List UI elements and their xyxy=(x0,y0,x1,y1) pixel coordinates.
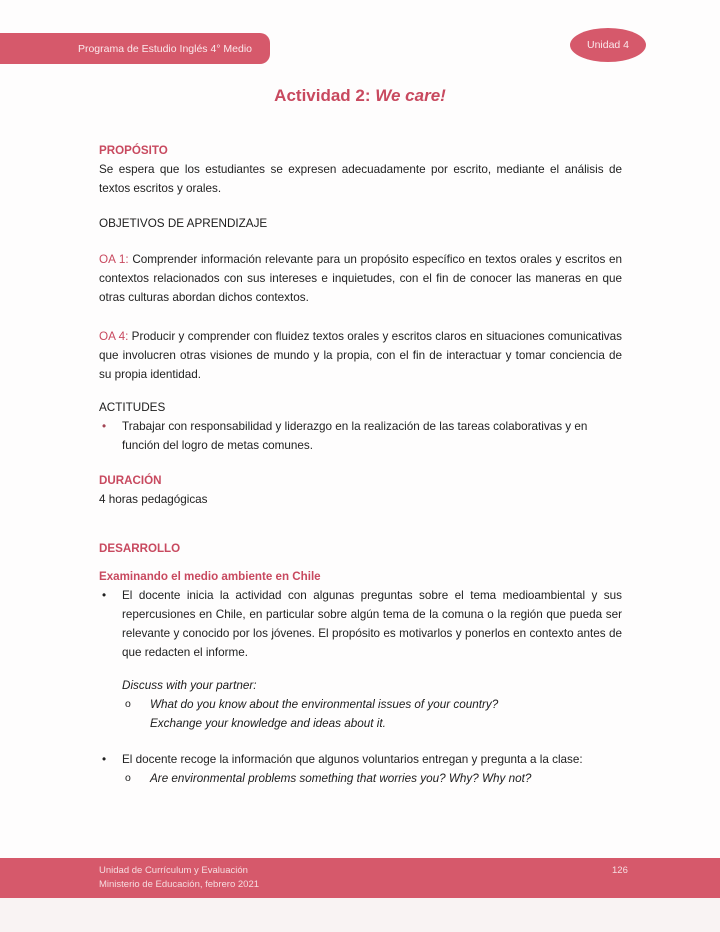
heading-desarrollo: DESARROLLO xyxy=(99,542,181,555)
oa4-label: OA 4: xyxy=(99,330,129,343)
proposito-text: Se espera que los estudiantes se expresen adecuadamente por escrito, mediante el análisis de textos escritos y orales. xyxy=(99,163,622,195)
page-title xyxy=(0,86,720,106)
program-badge: Programa de Estudio Inglés 4° Medio xyxy=(0,33,270,64)
oa4-text: Producir y comprender con fluidez textos orales y escritos claros en situaciones comunicativas que involucren otras visiones de mundo y la propia, con el fin de interactuar y tomar conciencia de su propia identidad. xyxy=(99,330,622,381)
document-body xyxy=(99,141,622,788)
heading-duracion: DURACIÓN xyxy=(99,474,162,487)
heading-actitudes: ACTITUDES xyxy=(99,401,166,414)
discuss-intro: Discuss with your partner: xyxy=(122,679,257,692)
actitudes-item: • Trabajar con responsabilidad y liderazgo en la realización de las tareas colaborativas y en función del logro de metas comunes. xyxy=(99,417,622,455)
footer-credits xyxy=(99,864,259,891)
footer-bar xyxy=(0,858,720,898)
footer-line-1: Unidad de Currículum y Evaluación xyxy=(99,865,248,876)
unit-badge: Unidad 4 xyxy=(570,28,646,62)
heading-proposito: PROPÓSITO xyxy=(99,144,168,157)
desarrollo-bullet-2-question: o Are environmental problems something that worries you? Why? Why not? xyxy=(122,769,622,788)
duracion-text: 4 horas pedagógicas xyxy=(99,493,208,506)
title-italic: We care! xyxy=(375,86,446,105)
discuss-question-1 xyxy=(122,695,622,733)
oa4-paragraph xyxy=(99,327,622,384)
desarrollo-bullet-2: • El docente recoge la información que algunos voluntarios entregan y pregunta a la clase: xyxy=(99,750,622,769)
page-bottom-margin xyxy=(0,898,720,932)
discuss-question-1-line-2: Exchange your knowledge and ideas about it. xyxy=(150,717,386,730)
subheading-examinando: Examinando el medio ambiente en Chile xyxy=(99,570,321,583)
oa1-text: Comprender información relevante para un propósito específico en textos orales y escritos en contextos relacionados con sus intereses e inquietudes, con el fin de conocer las maneras en que otras culturas abordan dichos contextos. xyxy=(99,253,622,304)
heading-objetivos: OBJETIVOS DE APRENDIZAJE xyxy=(99,217,268,230)
desarrollo-bullet-1: • El docente inicia la actividad con algunas preguntas sobre el tema medioambiental y sus repercusiones en Chile, en particular sobre algún tema de la comuna o la región que pueda ser relevante y conocido por los jóvenes. El propósito es motivarlos y ponerlos en contexto antes de que redacten el informe. xyxy=(99,586,622,662)
page-number: 126 xyxy=(612,865,628,876)
oa1-paragraph xyxy=(99,250,622,307)
title-prefix: Actividad 2: xyxy=(274,86,376,105)
discuss-question-1-line-1: o What do you know about the environmental issues of your country? xyxy=(150,698,499,711)
footer-line-2: Ministerio de Educación, febrero 2021 xyxy=(99,878,260,890)
oa1-label: OA 1: xyxy=(99,253,129,266)
